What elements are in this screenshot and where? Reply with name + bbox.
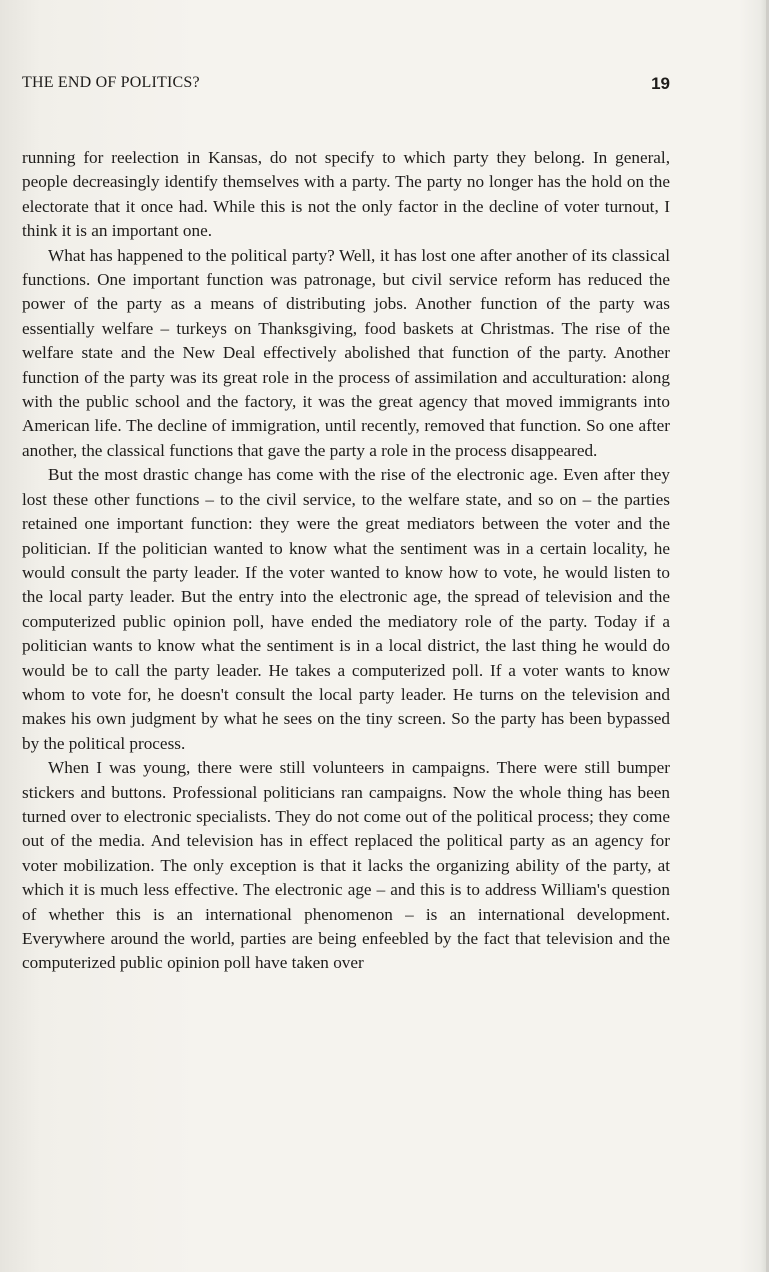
page-number: 19 [651, 74, 670, 93]
paragraph: But the most drastic change has come with the rise of the electronic age. Even after they lost these other functions – to the civil service, to the welfare state, and so on – the parties retained one important function: they were the great mediators between the voter and the politician. If the politician wanted to know what the sentiment was in a certain locality, he would consult the party leader. If the voter wanted to know how to vote, he would listen to the local party leader. But the entry into the electronic age, the spread of television and the computerized public opinion poll, have ended the mediatory role of the party. Today if a politician wants to know what the sentiment is in a local district, the last thing he would do would be to call the party leader. He takes a computerized poll. If a voter wants to know whom to vote for, he doesn't consult the local party leader. He turns on the television and makes his own judgment by what he sees on the tiny screen. So the party has been bypassed by the political process. [22, 465, 670, 753]
page-header [22, 74, 670, 98]
paragraph: When I was young, there were still volunteers in campaigns. There were still bumper stickers and buttons. Professional politicians ran campaigns. Now the whole thing has been turned over to electronic specialists. They do not come out of the political process; they come out of the media. And television has in effect replaced the political party as an agency for voter mobilization. The only exception is that it lacks the organizing ability of the party, at which it is much less effective. The electronic age – and this is to address William's question of whether this is an international phenomenon – is an international development. Everywhere around the world, parties are being enfeebled by the fact that television and the computerized public opinion poll have taken over [22, 758, 670, 973]
paragraph: running for reelection in Kansas, do not specify to which party they belong. In general, people decreasingly identify themselves with a party. The party no longer has the hold on the electorate that it once had. While this is not the only factor in the decline of voter turnout, I think it is an important one. [22, 148, 670, 241]
paragraph: What has happened to the political party? Well, it has lost one after another of its classical functions. One important function was patronage, but civil service reform has reduced the power of the party as a means of distributing jobs. Another function of the party was essentially welfare – turkeys on Thanksgiving, food baskets at Christmas. The rise of the welfare state and the New Deal effectively abolished that function of the party. Another function of the party was its great role in the process of assimilation and acculturation: along with the public school and the factory, it was the great agency that moved immigrants into American life. The decline of immigration, until recently, removed that function. So one after another, the classical functions that gave the party a role in the process disappeared. [22, 245, 670, 460]
body-text [22, 146, 670, 976]
running-head: THE END OF POLITICS? [22, 74, 200, 91]
